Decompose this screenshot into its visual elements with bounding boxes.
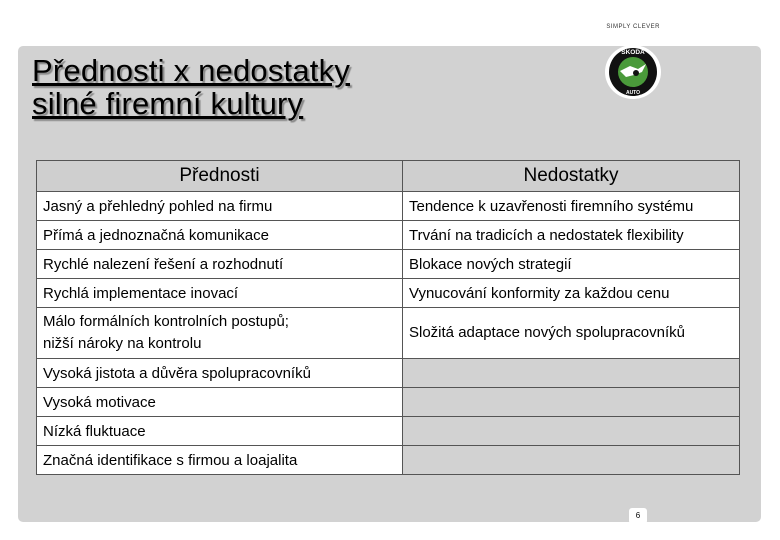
skoda-logo-icon — [600, 44, 666, 100]
disadvantage-cell-empty — [403, 446, 740, 475]
table-row — [37, 388, 740, 417]
advantage-cell — [37, 308, 403, 359]
table-row — [37, 250, 740, 279]
slide-title — [32, 54, 350, 120]
table-row — [37, 359, 740, 388]
table-row — [37, 192, 740, 221]
header-disadvantages: Nedostatky — [403, 161, 740, 192]
title-line-1: Přednosti x nedostatky — [32, 53, 351, 88]
disadvantage-cell-empty — [403, 359, 740, 388]
disadvantage-cell-empty — [403, 417, 740, 446]
table-row — [37, 279, 740, 308]
disadvantage-cell: Blokace nových strategií — [403, 250, 740, 279]
comparison-table — [36, 160, 740, 475]
advantage-cell: Vysoká jistota a důvěra spolupracovníků — [37, 359, 403, 388]
advantage-cell: Jasný a přehledný pohled na firmu — [37, 192, 403, 221]
disadvantage-cell: Složitá adaptace nových spolupracovníků — [403, 308, 740, 359]
table-row — [37, 221, 740, 250]
disadvantage-cell: Tendence k uzavřenosti firemního systému — [403, 192, 740, 221]
header-advantages: Přednosti — [37, 161, 403, 192]
advantage-cell: Vysoká motivace — [37, 388, 403, 417]
disadvantage-cell: Trvání na tradicích a nedostatek flexibility — [403, 221, 740, 250]
logo-text: ŠKODA — [621, 49, 645, 56]
page-number: 6 — [629, 508, 647, 524]
advantage-cell: Rychlá implementace inovací — [37, 279, 403, 308]
advantage-cell: Značná identifikace s firmou a loajalita — [37, 446, 403, 475]
table-row — [37, 308, 740, 359]
table-row — [37, 417, 740, 446]
advantage-cell: Rychlé nalezení řešení a rozhodnutí — [37, 250, 403, 279]
advantage-line: nižší nároky na kontrolu — [43, 335, 202, 352]
disadvantage-cell-empty — [403, 388, 740, 417]
advantage-cell: Přímá a jednoznačná komunikace — [37, 221, 403, 250]
title-line-2: silné firemní kultury — [32, 86, 304, 121]
tagline: SIMPLY CLEVER — [606, 24, 660, 30]
advantage-cell: Nízká fluktuace — [37, 417, 403, 446]
table-row — [37, 446, 740, 475]
advantage-line: Málo formálních kontrolních postupů; — [43, 313, 289, 330]
disadvantage-cell: Vynucování konformity za každou cenu — [403, 279, 740, 308]
table-header-row — [37, 161, 740, 192]
logo-subtext: AUTO — [625, 90, 641, 96]
